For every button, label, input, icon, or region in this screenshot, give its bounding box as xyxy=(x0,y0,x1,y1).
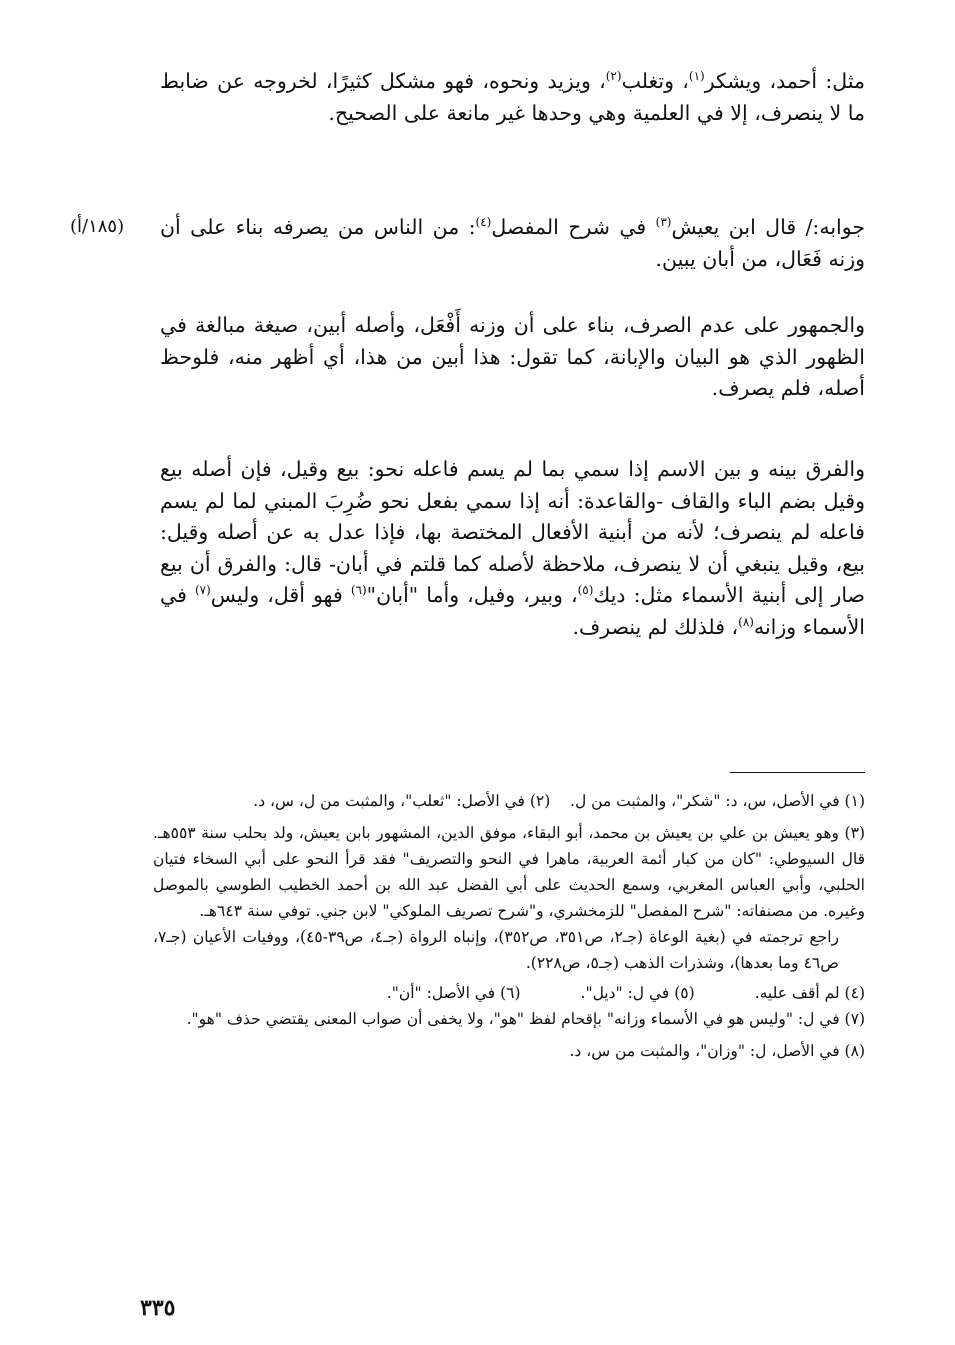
footnote-6: (٦) في الأصل: "أن". xyxy=(386,984,521,1002)
footnote-separator xyxy=(730,772,865,773)
footnote-ref-6[interactable]: (٦) xyxy=(350,583,367,598)
paragraph-1 xyxy=(160,66,865,129)
p1-text-c: ، ويزيد ونحوه، فهو مشكل كثيرًا، لخروجه عن ضابط ما لا ينصرف، إلا في العلمية وهي وحدها غير مانعة على الصحيح. xyxy=(160,69,865,125)
footnote-4: (٤) لم أقف عليه. xyxy=(754,984,865,1002)
footnote-1: (١) في الأصل، س، د: "شكر"، والمثبت من ل. xyxy=(570,792,865,810)
manuscript-folio-reference: (١٨٥/أ) xyxy=(70,216,125,237)
footnote-ref-7[interactable]: (٧) xyxy=(194,583,211,598)
footnote-ref-5[interactable]: (٥) xyxy=(577,583,594,598)
p1-text-a: مثل: أحمد، ويشكر xyxy=(704,69,865,93)
footnote-ref-3[interactable]: (٣) xyxy=(655,215,672,230)
p2-text-c: : من الناس من يصرفه بناء على أن وزنه فَعَال، من أبان يبين. xyxy=(160,215,865,271)
footnote-ref-4[interactable]: (٤) xyxy=(475,215,492,230)
paragraph-3: والجمهور على عدم الصرف، بناء على أن وزنه أَفْعَل، وأصله أبين، صيغة مبالغة في الظهور الذي هو البيان والإبانة، كما تقول: هذا أبين من هذا، أي أظهر منه، فلوحظ أصله، فلم يصرف. xyxy=(160,313,865,400)
p4-text-a: والفرق بينه و بين الاسم إذا سمي بما لم يسم فاعله نحو: بيع وقيل، فإن أصله بيع وقيل بضم الباء والقاف -والقاعدة: أنه إذا سمي بفعل نحو ضُرِبَ المبني لما لم يسم فاعله لم ينصرف؛ لأنه من أبنية الأفعال المختصة بها، فإذا عدل به عن أصله وقيل: بيع، وقيل ينبغي أن لا ينصرف، ملاحظة لأصله كما قلتم في أبان- قال: والفرق أن بيع صار إلى أبنية الأسماء مثل: ديك xyxy=(160,457,865,607)
footnote-4-5-6 xyxy=(153,980,865,1006)
footnote-8: (٨) في الأصل، ل: "وزان"، والمثبت من س، د. xyxy=(569,1042,865,1060)
paragraph-4 xyxy=(160,454,865,643)
paragraph-2 xyxy=(160,212,865,275)
p4-text-e: ، فلذلك لم ينصرف. xyxy=(572,614,739,639)
p2-text-b: في شرح المفصل xyxy=(491,215,656,239)
footnote-ref-8[interactable]: (٨) xyxy=(738,614,754,629)
footnotes-section xyxy=(153,788,865,1064)
footnote-3-references: راجع ترجمته في (بغية الوعاة (جـ٢، ص٣٥١، ص٣٥٢)، وإنباه الرواة (جـ٤، ص٣٩-٤٥)، ووفيات الأعيان (جـ٧، ص٤٦ وما بعدها)، وشذرات الذهب (جـ٥، ص٢٢٨). xyxy=(153,928,840,972)
p2-text-a: جوابه:/ قال ابن يعيش xyxy=(671,215,865,239)
p4-text-b: ، وبير، وفيل، وأما "أبان" xyxy=(366,583,578,607)
footnote-ref-1[interactable]: (١) xyxy=(688,69,705,84)
p1-text-b: ، وتغلب xyxy=(621,69,689,93)
footnote-2: (٢) في الأصل: "ثعلب"، والمثبت من ل، س، د. xyxy=(253,792,551,810)
footnote-3: (٣) وهو يعيش بن علي بن يعيش بن محمد، أبو البقاء، موفق الدين، المشهور بابن يعيش، ولد بحلب سنة ٥٥٣هـ. قال السيوطي: "كان من كبار أئمة العربية، ماهرا في النحو والتصريف" فقد قرأ النحو على أبي السخاء فتيان الحلبي، وأبي العباس المغربي، وسمع الحديث على أبي الفضل عبد الله بن أحمد الخطيب الطوسي بالموصل وغيره. من مصنفاته: "شرح المفصل" للزمخشري، و"شرح تصريف الملوكي" لابن جني. توفي سنة ٦٤٣هـ. xyxy=(153,824,865,920)
footnote-ref-2[interactable]: (٢) xyxy=(605,69,622,84)
p4-text-d: في الأسماء وزانه xyxy=(160,583,865,639)
page-number: ٣٣٥ xyxy=(140,1295,176,1321)
p4-text-c: فهو أقل، وليس xyxy=(210,583,351,607)
footnote-1-2 xyxy=(153,788,865,814)
footnote-7: (٧) في ل: "وليس هو في الأسماء وزانه" بإقحام لفظ "هو"، ولا يخفى أن صواب المعنى يقتضي حذف "هو". xyxy=(186,1010,865,1028)
footnote-5: (٥) في ل: "ديل". xyxy=(580,984,695,1002)
